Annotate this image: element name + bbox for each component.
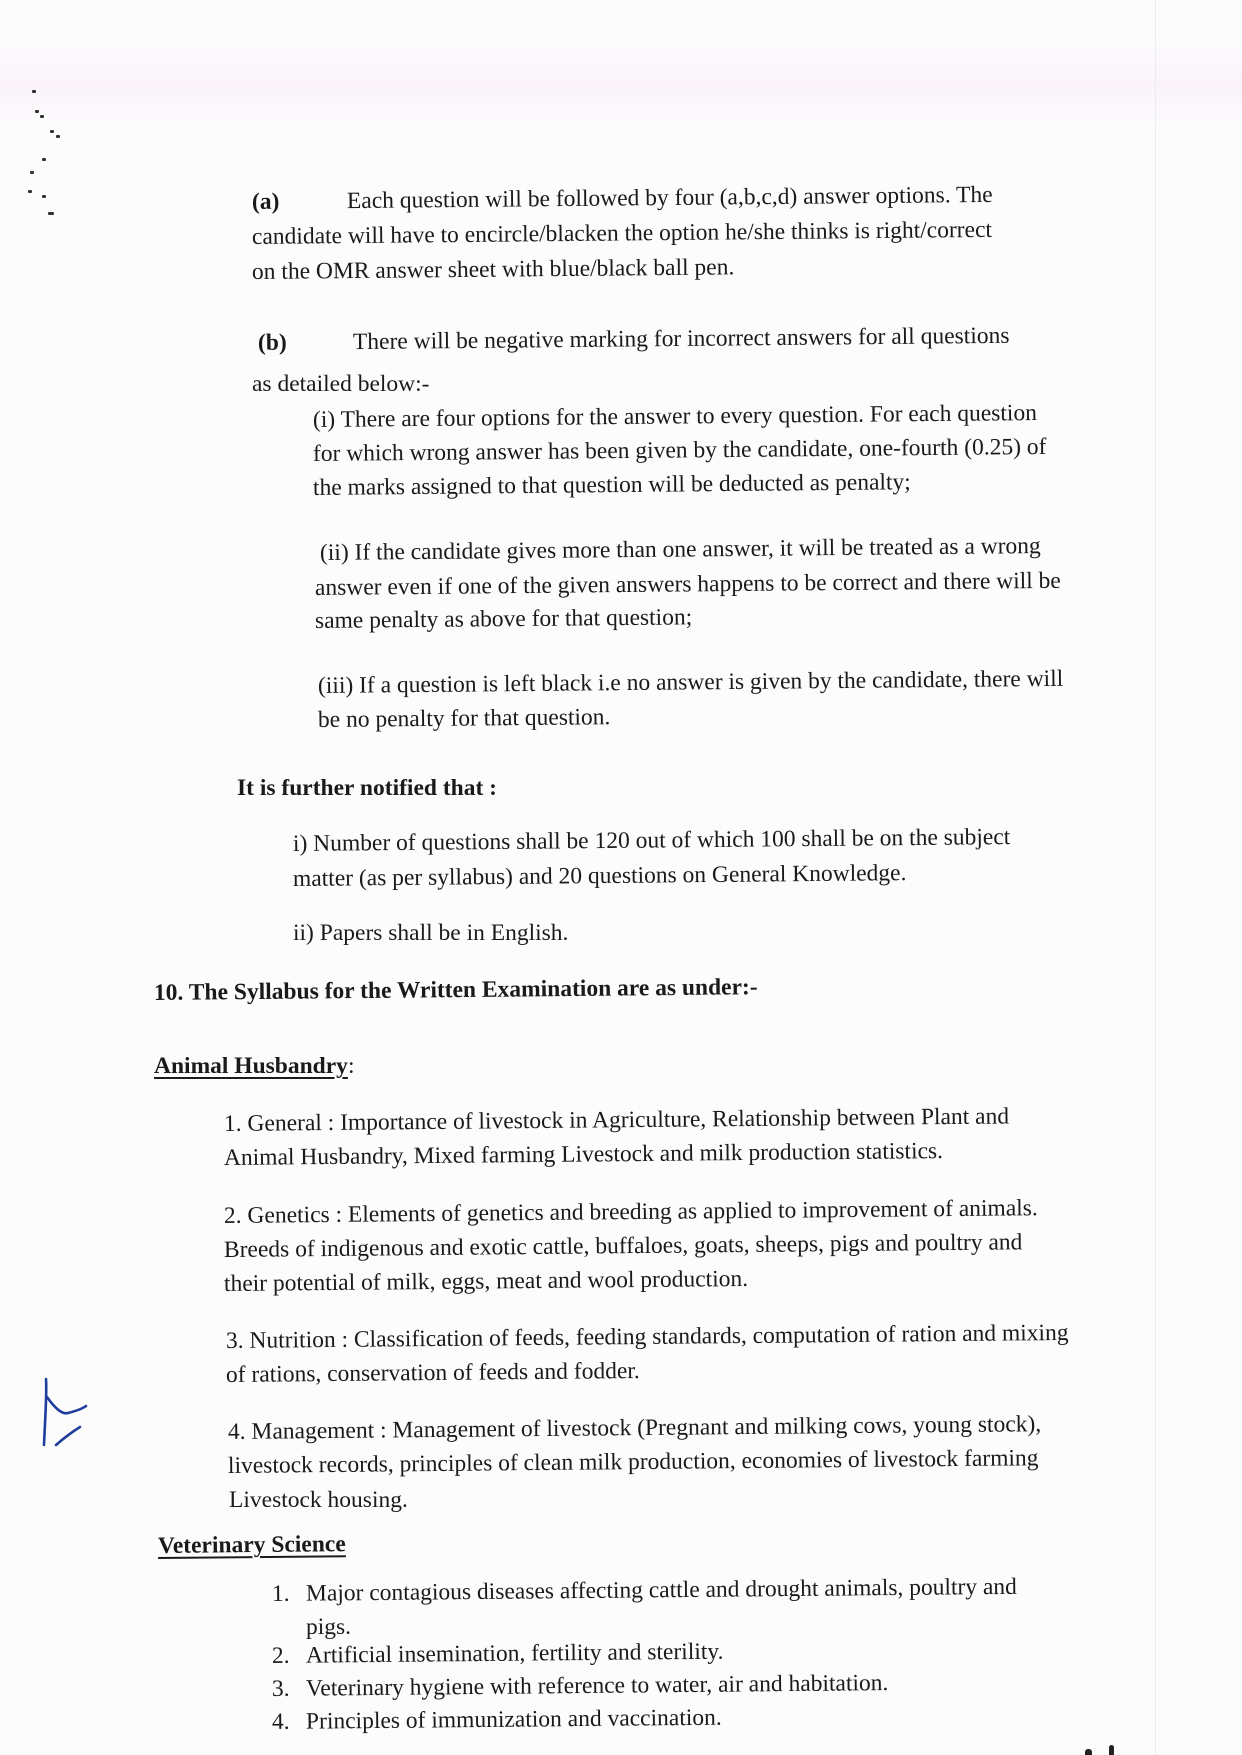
handwritten-initial-mark	[38, 1375, 98, 1455]
cutoff-bold-fragment	[1085, 1745, 1125, 1755]
heading-text: Animal Husbandry	[154, 1053, 348, 1079]
paragraph-a-line-1	[252, 182, 993, 216]
list-number: 2.	[271, 1642, 290, 1669]
animal-husbandry-heading	[154, 1053, 354, 1080]
page-edge	[1155, 0, 1156, 1755]
scan-tint	[0, 40, 1242, 130]
rule-ii-line-1: (ii) If the candidate gives more than one answer, it will be treated as a wrong	[319, 533, 1041, 566]
heading-colon: :	[347, 1053, 355, 1079]
paragraph-b-line-1	[258, 323, 1010, 357]
text: Major contagious diseases affecting cattle and drought animals, poultry and	[305, 1573, 1017, 1607]
rule-iii-line-2: be no penalty for that question.	[317, 704, 611, 733]
vet-item-3	[272, 1670, 889, 1703]
scan-speckles	[26, 90, 66, 220]
rule-ii-line-2: answer even if one of the given answers happens to be correct and there will be	[314, 567, 1061, 601]
vet-item-2	[272, 1639, 724, 1670]
paragraph-a-line-3: on the OMR answer sheet with blue/black ball pen.	[251, 254, 735, 285]
vet-item-1-line-2: pigs.	[306, 1614, 352, 1640]
section-10-heading: 10. The Syllabus for the Written Examination are as under:-	[153, 974, 758, 1006]
text: Artificial insemination, fertility and sterility.	[305, 1638, 724, 1669]
rule-i-line-2: for which wrong answer has been given by the candidate, one-fourth (0.25) of	[312, 433, 1047, 467]
list-number: 1.	[271, 1580, 290, 1607]
rule-i-line-3: the marks assigned to that question will be deducted as penalty;	[312, 469, 911, 501]
ah-item-1-line-2: Animal Husbandry, Mixed farming Livestock and milk production statistics.	[223, 1138, 944, 1171]
ah-item-4-line-3: Livestock housing.	[229, 1487, 408, 1513]
vet-item-4	[272, 1705, 722, 1736]
notice-item-2: ii) Papers shall be in English.	[293, 920, 569, 946]
rule-i-line-1: (i) There are four options for the answer to every question. For each question	[312, 400, 1038, 433]
text: There will be negative marking for incorrect answers for all questions	[352, 322, 1010, 356]
list-number: 3.	[271, 1675, 290, 1702]
rule-iii-line-1: (iii) If a question is left black i.e no answer is given by the candidate, there will	[317, 665, 1064, 699]
notice-item-1-line-2: matter (as per syllabus) and 20 questions on General Knowledge.	[292, 860, 907, 892]
ah-item-2-line-3: their potential of milk, eggs, meat and wool production.	[223, 1265, 749, 1297]
ah-item-3-line-2: of rations, conservation of feeds and fodder.	[225, 1358, 640, 1388]
text: Each question will be followed by four (a,b,c,d) answer options. The	[346, 181, 993, 215]
further-notified-heading: It is further notified that :	[237, 775, 498, 801]
paragraph-a-line-2: candidate will have to encircle/blacken the option he/she thinks is right/correct	[251, 216, 993, 250]
ah-item-3-line-1: 3. Nutrition : Classification of feeds, feeding standards, computation of ration and mixing	[225, 1319, 1069, 1354]
veterinary-science-heading: Veterinary Science	[157, 1531, 346, 1559]
ah-item-4-line-1: 4. Management : Management of livestock (Pregnant and milking cows, young stock),	[227, 1411, 1042, 1445]
notice-item-1-line-1: i) Number of questions shall be 120 out of which 100 shall be on the subject	[292, 824, 1011, 857]
rule-ii-line-3: same penalty as above for that question;	[314, 604, 693, 634]
list-number: 4.	[271, 1708, 290, 1735]
ah-item-2-line-2: Breeds of indigenous and exotic cattle, buffaloes, goats, sheeps, pigs and poultry and	[223, 1229, 1023, 1263]
text: Veterinary hygiene with reference to water, air and habitation.	[305, 1670, 889, 1702]
vet-item-1-line-1	[272, 1574, 1017, 1608]
ah-item-1-line-1: 1. General : Importance of livestock in Agriculture, Relationship between Plant and	[223, 1103, 1010, 1137]
ah-item-2-line-1: 2. Genetics : Elements of genetics and breeding as applied to improvement of animals.	[223, 1195, 1038, 1229]
text: Principles of immunization and vaccination.	[305, 1704, 722, 1735]
paragraph-b-line-2: as detailed below:-	[252, 371, 430, 397]
ah-item-4-line-2: livestock records, principles of clean milk production, economies of livestock farming	[227, 1445, 1039, 1479]
paragraph-b-label: (b)	[257, 329, 287, 356]
paragraph-a-label: (a)	[251, 188, 280, 215]
